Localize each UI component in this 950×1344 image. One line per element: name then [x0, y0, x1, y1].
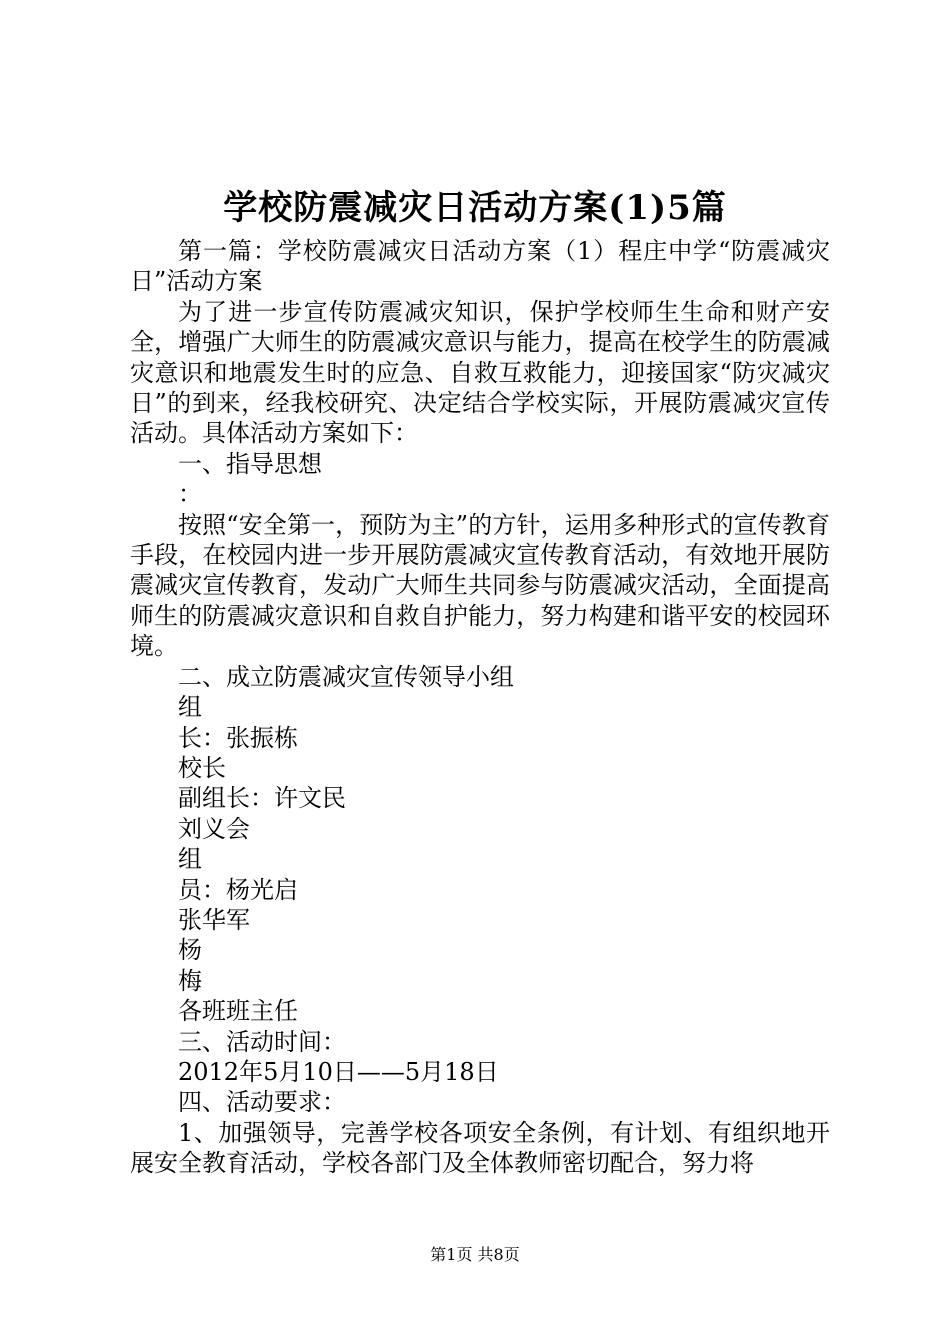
section-heading-activity-time: 三、活动时间：	[178, 1027, 346, 1056]
list-line: 张华军	[178, 905, 250, 934]
list-line: 组	[178, 693, 202, 722]
document-title: 学校防震减灾日活动方案(1)5篇	[223, 188, 727, 228]
list-line: 长：张振栋	[178, 723, 298, 752]
paragraph-intro: 第一篇：学校防震减灾日活动方案（1）程庄中学“防震减灾日”活动方案	[130, 237, 830, 296]
list-line: 副组长：许文民	[178, 784, 346, 813]
list-line: 刘义会	[178, 814, 250, 843]
document-body	[130, 236, 830, 1179]
paragraph-guiding-thought: 按照“安全第一，预防为主”的方针，运用多种形式的宣传教育手段，在校园内进一步开展防震减灾宣传教育活动，有效地开展防震减灾宣传教育，发动广大师生共同参与防震减灾活动，全面提高师生的防震减灾意识和自救自护能力，努力构建和谐平安的校园环境。	[130, 510, 830, 661]
paragraph-requirement-1: 1、加强领导，完善学校各项安全条例，有计划、有组织地开展安全教育活动，学校各部门及全体教师密切配合，努力将	[130, 1118, 830, 1178]
section-heading-leadership-group: 二、成立防震减灾宣传领导小组	[178, 662, 514, 691]
page-footer: 第1页 共8页	[430, 1245, 520, 1264]
section-heading-requirements: 四、活动要求：	[178, 1088, 346, 1117]
list-line: 梅	[178, 966, 202, 995]
paragraph-purpose: 为了进一步宣传防震减灾知识，保护学校师生生命和财产安全，增强广大师生的防震减灾意识与能力，提高在校学生的防震减灾意识和地震发生时的应急、自救互救能力，迎接国家“防灾减灾日”的到来，经我校研究、决定结合学校实际，开展防震减灾宣传活动。具体活动方案如下：	[130, 297, 830, 448]
list-line: 员：杨光启	[178, 875, 298, 904]
list-line: 校长	[178, 753, 226, 782]
list-line: 杨	[178, 936, 202, 965]
section-heading-guiding-thought: 一、指导思想	[178, 449, 322, 478]
list-line: 各班班主任	[178, 997, 298, 1026]
list-line: 组	[178, 845, 202, 874]
colon-line: ：	[178, 480, 202, 509]
activity-date-range: 2012年5月10日——5月18日	[178, 1057, 499, 1086]
